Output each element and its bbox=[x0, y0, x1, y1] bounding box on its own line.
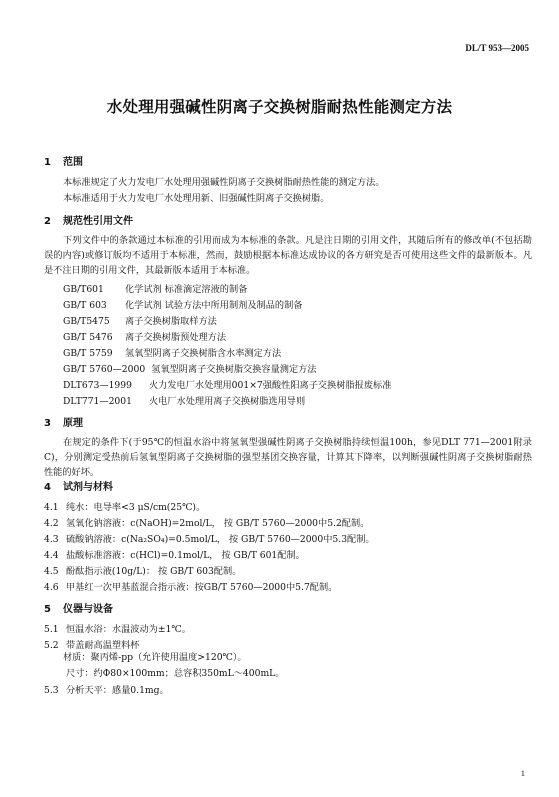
reference-code: GB/T 5476 bbox=[63, 332, 113, 343]
reference-title: 化学试剂 标准滴定溶液的制备 bbox=[125, 284, 248, 295]
equipment-item bbox=[44, 621, 191, 635]
section-4-heading bbox=[44, 478, 113, 493]
item-number: 5.3 bbox=[44, 685, 59, 696]
section-2-heading bbox=[44, 212, 133, 227]
reference-title: 离子交换树脂取样方法 bbox=[125, 316, 217, 327]
principle-paragraph: 在规定的条件下(于95℃的恒温水浴中将氢氧型强碱性阴离子交换树脂持续恒温100h，参见DLT 771—2001附录C)，分别测定受热前后氢氧型阴离子交换树脂的强型基团交换容量，计算其下降率，以判断强碱性阴离子交换树脂耐热性能的好坏。 bbox=[44, 437, 532, 478]
reference-code: GB/T 5759 bbox=[63, 348, 113, 359]
reference-item bbox=[63, 361, 317, 375]
section-number: 1 bbox=[44, 157, 51, 168]
item-number: 4.5 bbox=[44, 566, 59, 577]
equipment-item bbox=[44, 682, 169, 696]
equipment-item bbox=[44, 637, 140, 651]
item-text: 盐酸标准溶液：c(HCl)=0.1mol/L， 按 GB/T 601配制。 bbox=[66, 550, 305, 561]
item-number: 5.2 bbox=[44, 640, 59, 651]
reference-code: DLT673—1999 bbox=[63, 380, 132, 391]
standard-code-header: DL/T 953—2005 bbox=[465, 43, 529, 53]
item-text: 氢氧化钠溶液：c(NaOH)=2mol/L， 按 GB/T 5760—2000中5.2配制。 bbox=[66, 518, 370, 529]
reference-title: 氢氧型阴离子交换树脂含水率测定方法 bbox=[125, 348, 282, 359]
reference-item bbox=[63, 297, 302, 311]
reference-item bbox=[63, 313, 217, 327]
section-title: 仪器与设备 bbox=[63, 604, 113, 615]
item-text: 甲基红一次甲基蓝混合指示液：按GB/T 5760—2000中5.7配制。 bbox=[66, 582, 338, 593]
reference-item bbox=[63, 329, 226, 343]
document-title: 水处理用强碱性阴离子交换树脂耐热性能测定方法 bbox=[106, 98, 453, 116]
reagent-item bbox=[44, 579, 337, 593]
item-number: 5.1 bbox=[44, 624, 59, 635]
item-text: 酚酞指示液(10g/L)： 按 GB/T 603配制。 bbox=[66, 566, 242, 577]
reference-title: 氢氧型阴离子交换树脂交换容量测定方法 bbox=[151, 364, 317, 375]
section-number: 5 bbox=[44, 604, 51, 615]
item-number: 4.3 bbox=[44, 534, 59, 545]
item-number: 4.1 bbox=[44, 502, 59, 513]
reference-title: 火力发电厂水处理用001×7强酸性阳离子交换树脂报废标准 bbox=[149, 380, 392, 391]
reference-item bbox=[63, 393, 305, 407]
reference-code: GB/T 5760—2000 bbox=[63, 364, 146, 375]
reagent-item bbox=[44, 515, 369, 529]
item-text: 带盖耐高温塑料杯 bbox=[66, 640, 140, 651]
reagent-item bbox=[44, 547, 305, 561]
item-number: 4.2 bbox=[44, 518, 59, 529]
section-title: 原理 bbox=[63, 418, 83, 429]
section-title: 范围 bbox=[63, 157, 83, 168]
item-text: 分析天平：感量0.1mg。 bbox=[66, 685, 169, 696]
page-number: 1 bbox=[520, 768, 525, 778]
reagent-item bbox=[44, 531, 375, 545]
scope-line-1: 本标准规定了火力发电厂水处理用强碱性阴离子交换树脂耐热性能的测定方法。 bbox=[63, 177, 385, 188]
item-number: 4.4 bbox=[44, 550, 59, 561]
scope-line-2: 本标准适用于火力发电厂水处理用新、旧强碱性阴离子交换树脂。 bbox=[63, 193, 330, 204]
reference-code: GB/T5475 bbox=[63, 316, 110, 327]
section-number: 2 bbox=[44, 216, 51, 227]
section-title: 试剂与材料 bbox=[63, 482, 113, 493]
normative-references-paragraph: 下列文件中的条款通过本标准的引用而成为本标准的条款。凡是注日期的引用文件，其随后所有的修改单(不包括勘误的内容)或修订版均不适用于本标准，然而，鼓励根据本标准达成协议的各方研究是否可使用这些文件的最新版本。凡是不注日期的引用文件，其最新版本适用于本标准。 bbox=[44, 235, 532, 276]
section-title: 规范性引用文件 bbox=[63, 216, 133, 227]
reference-item bbox=[63, 345, 281, 359]
section-3-heading bbox=[44, 414, 83, 429]
item-number: 4.6 bbox=[44, 582, 59, 593]
reference-title: 化学试剂 试验方法中所用制剂及制品的制备 bbox=[125, 300, 303, 311]
reference-title: 离子交换树脂预处理方法 bbox=[125, 332, 227, 343]
reference-item bbox=[63, 377, 391, 391]
section-number: 3 bbox=[44, 418, 51, 429]
section-number: 4 bbox=[44, 482, 51, 493]
reference-code: GB/T 603 bbox=[63, 300, 107, 311]
item-text: 恒温水浴：水温波动为±1℃。 bbox=[66, 624, 191, 635]
reference-code: DLT771—2001 bbox=[63, 396, 132, 407]
item-text: 纯水：电导率<3 μS/cm(25℃)。 bbox=[66, 502, 206, 513]
reference-title: 火电厂水处理用离子交换树脂选用导则 bbox=[149, 396, 306, 407]
cup-size-line: 尺寸：约Φ80×100mm；总容积350mL～400mL。 bbox=[66, 668, 285, 679]
reagent-item bbox=[44, 499, 205, 513]
reference-item bbox=[63, 281, 247, 295]
item-text: 硫酸钠溶液：c(Na₂SO₄)=0.5mol/L， 按 GB/T 5760—2000中5.3配制。 bbox=[66, 534, 375, 545]
cup-material-line: 材质：聚丙烯-pp（允许使用温度>120℃）。 bbox=[63, 652, 247, 663]
reagent-item bbox=[44, 563, 241, 577]
section-5-heading bbox=[44, 600, 113, 615]
section-1-heading bbox=[44, 153, 83, 168]
reference-code: GB/T601 bbox=[63, 284, 104, 295]
